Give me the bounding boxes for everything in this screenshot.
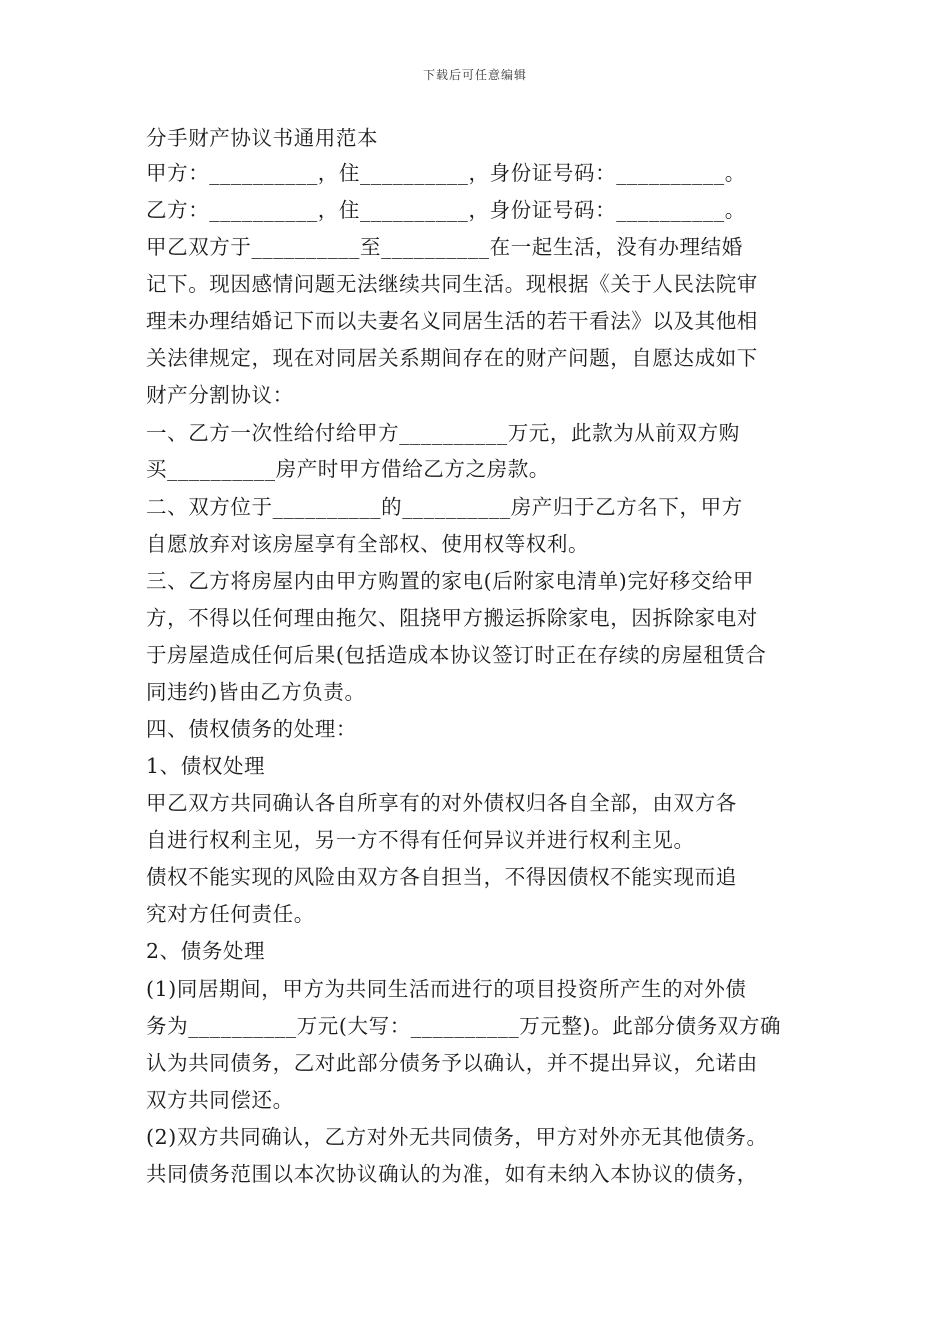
paragraph-line: 自愿放弃对该房屋享有全部权、使用权等权利。 [146, 532, 590, 556]
paragraph-line: 理未办理结婚记下而以夫妻名义同居生活的若干看法》以及其他相 [146, 309, 758, 333]
paragraph-line: 认为共同债务，乙对此部分债务予以确认，并不提出异议，允诺由 [146, 1051, 758, 1075]
paragraph-line: (2)双方共同确认，乙方对外无共同债务，甲方对外亦无其他债务。 [146, 1125, 768, 1149]
paragraph-line: 乙方：__________，住__________，身份证号码：__________。 [146, 198, 746, 222]
paragraph-line: 二、双方位于__________的__________房产归于乙方名下，甲方 [146, 495, 743, 519]
paragraph-line: 记下。现因感情问题无法继续共同生活。现根据《关于人民法院审 [146, 272, 758, 296]
paragraph-line: 自进行权利主见，另一方不得有任何异议并进行权利主见。 [146, 828, 695, 852]
paragraph-line: (1)同居期间，甲方为共同生活而进行的项目投资所产生的对外债 [146, 977, 747, 1001]
paragraph-line: 甲乙双方于__________至__________在一起生活，没有办理结婚 [146, 235, 743, 259]
section-heading: 四、债权债务的处理： [146, 717, 357, 741]
paragraph-line: 双方共同偿还。 [146, 1088, 294, 1112]
paragraph-line: 财产分割协议： [146, 383, 294, 407]
paragraph-line: 于房屋造成任何后果(包括造成本协议签订时正在存续的房屋租赁合 [146, 643, 767, 667]
paragraph-line: 究对方任何责任。 [146, 902, 315, 926]
document-title: 分手财产协议书通用范本 [146, 126, 379, 150]
paragraph-line: 甲乙双方共同确认各自所享有的对外债权归各自全部，由双方各 [146, 791, 737, 815]
paragraph-line: 一、乙方一次性给付给甲方__________万元，此款为从前双方购 [146, 421, 740, 445]
paragraph-line: 同违约)皆由乙方负责。 [146, 680, 366, 704]
paragraph-line: 务为__________万元(大写：__________万元整)。此部分债务双方确 [146, 1014, 782, 1038]
subsection-heading: 2、债务处理 [146, 939, 266, 963]
paragraph-line: 关法律规定，现在对同居关系期间存在的财产问题，自愿达成如下 [146, 346, 758, 370]
page-header: 下载后可任意编辑 [422, 68, 527, 82]
paragraph-line: 甲方：__________，住__________，身份证号码：__________。 [146, 161, 746, 185]
subsection-heading: 1、债权处理 [146, 754, 266, 778]
paragraph-line: 债权不能实现的风险由双方各自担当，不得因债权不能实现而追 [146, 865, 737, 889]
paragraph-line: 买__________房产时甲方借给乙方之房款。 [146, 457, 550, 481]
paragraph-line: 共同债务范围以本次协议确认的为准，如有未纳入本协议的债务， [146, 1162, 758, 1186]
paragraph-line: 三、乙方将房屋内由甲方购置的家电(后附家电清单)完好移交给甲 [146, 569, 754, 593]
paragraph-line: 方，不得以任何理由拖欠、阻挠甲方搬运拆除家电，因拆除家电对 [146, 606, 758, 630]
